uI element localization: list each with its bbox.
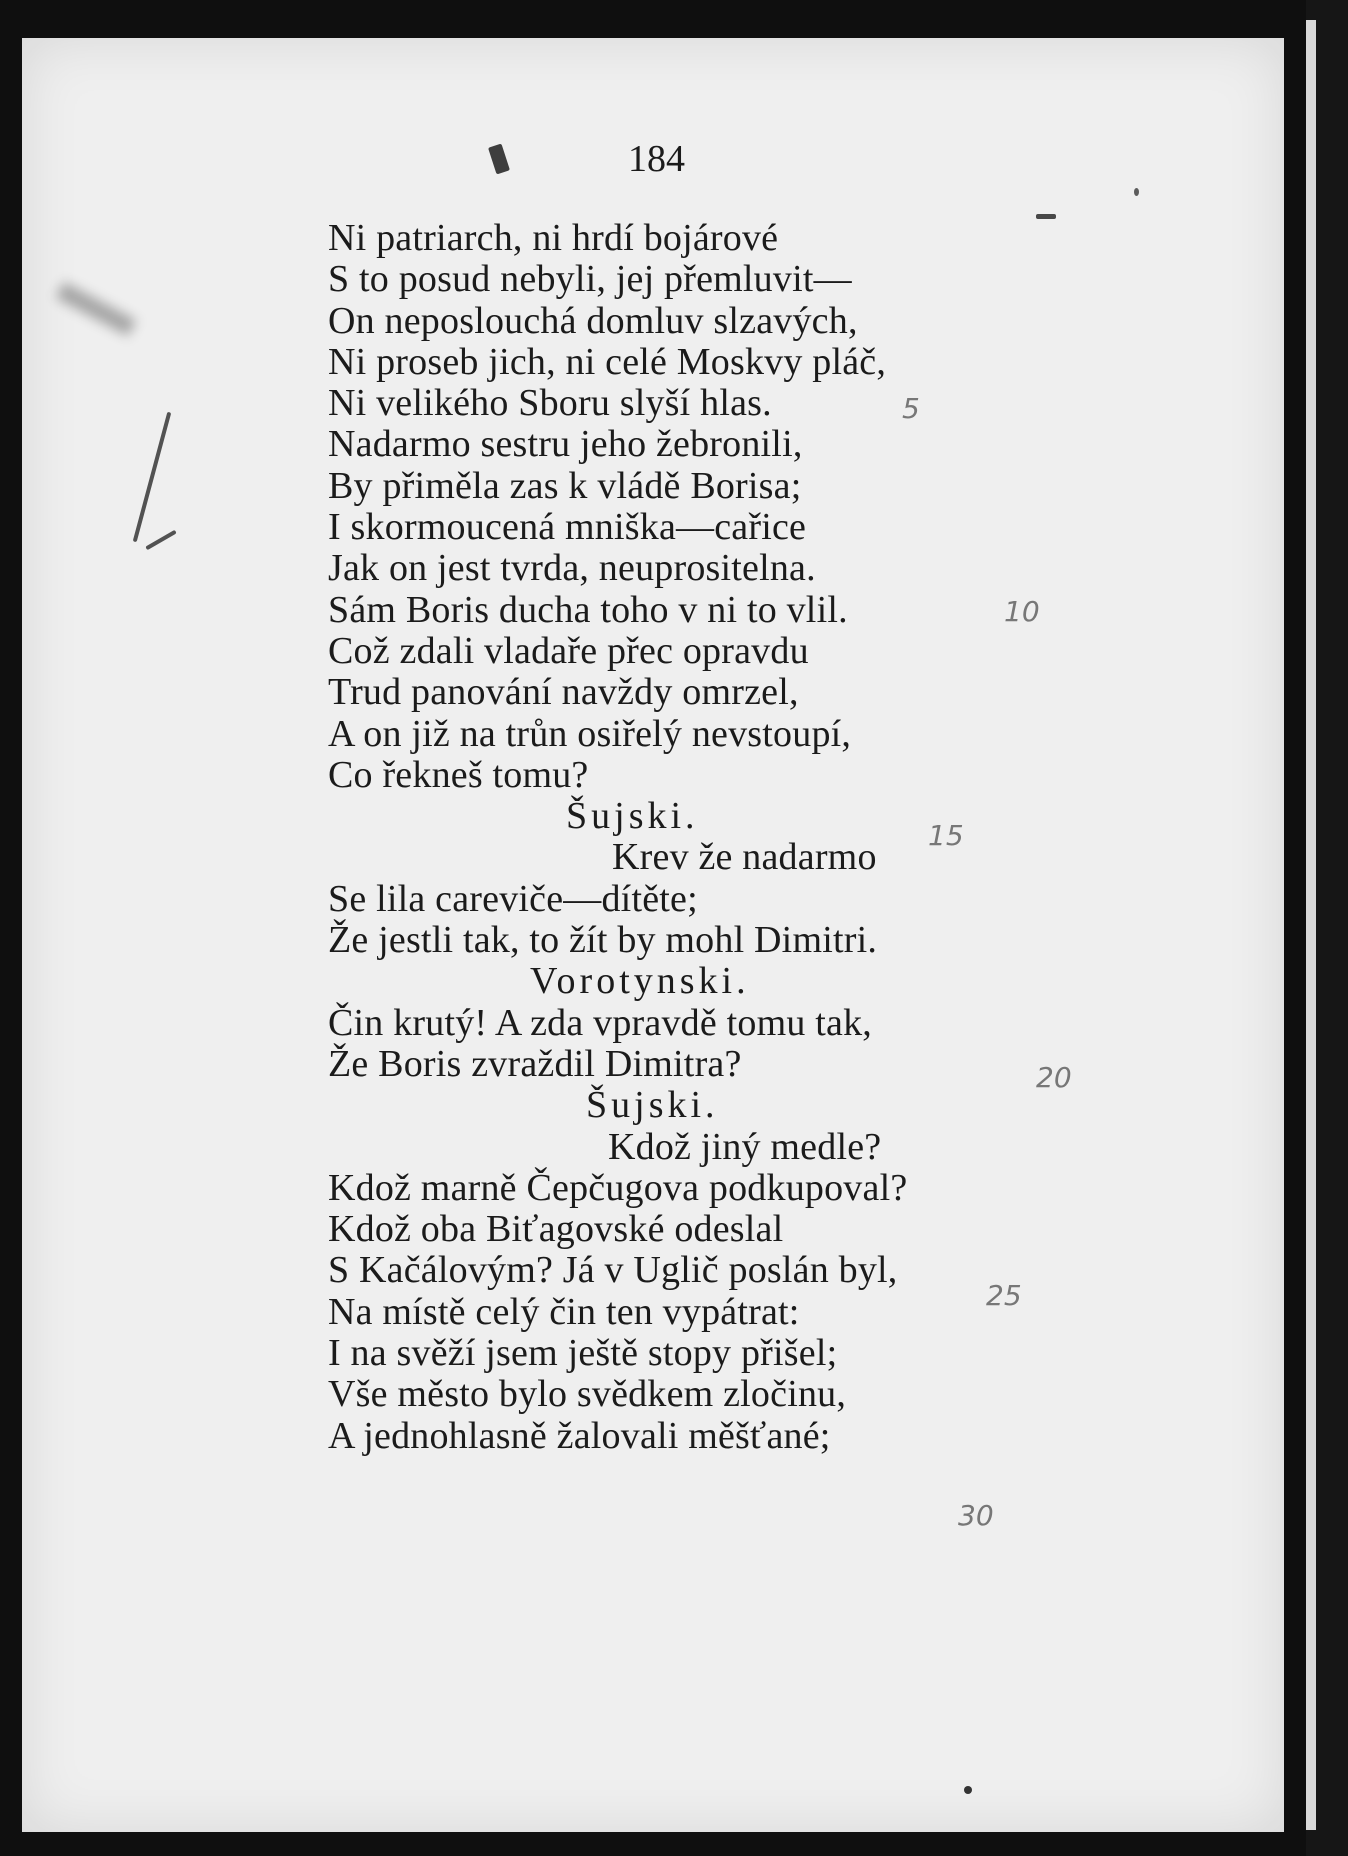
speech-line: S Kačálovým? Já v Uglič poslán byl,	[328, 1249, 898, 1292]
margin-number-10: 10	[1004, 595, 1040, 628]
poem-line: Ni patriarch, ni hrdí bojárové	[328, 217, 779, 259]
speech-line: Na místě celý čin ten vypátrat:	[328, 1290, 800, 1333]
speaker-shujski: Šujski.	[586, 1084, 719, 1127]
speaker-shujski: Šujski.	[566, 795, 699, 838]
page-number: 184	[628, 138, 685, 180]
poem-line: By přiměla zas k vládě Borisa;	[328, 464, 802, 507]
poem-line: I skormoucená mniška—cařice	[328, 506, 807, 549]
poem-line: On neposlouchá domluv slzavých,	[328, 299, 858, 342]
bottom-ink-dot	[964, 1786, 972, 1794]
poem-line: A on již na trůn osiřelý nevstoupí,	[328, 712, 852, 755]
speech-line: Kdož marně Čepčugova podkupoval?	[328, 1166, 908, 1209]
poem-line: Nadarmo sestru jeho žebronili,	[328, 423, 803, 466]
right-margin-dot	[1134, 188, 1139, 196]
margin-number-20: 20	[1036, 1061, 1072, 1094]
speech-line: Že Boris zvraždil Dimitra?	[328, 1042, 742, 1085]
poem-line: Sám Boris ducha toho v ni to vlil.	[328, 588, 848, 631]
speech-line: Vše město bylo svědkem zločinu,	[328, 1373, 847, 1416]
poem-line: Jak on jest tvrda, neuprositelna.	[328, 547, 816, 590]
speech-line: I na svěží jsem ještě stopy přišel;	[328, 1332, 838, 1375]
poem-text	[328, 218, 1108, 1457]
poem-line: Ni proseb jich, ni celé Moskvy pláč,	[328, 340, 887, 383]
margin-number-5: 5	[902, 392, 920, 425]
poem-line: S to posud nebyli, jej přemluvit—	[328, 258, 852, 301]
poem-line: Ni velikého Sboru slyší hlas.	[328, 382, 772, 425]
speaker-vorotynski: Vorotynski.	[530, 960, 750, 1003]
poem-line: Což zdali vladaře přec opravdu	[328, 629, 809, 672]
margin-number-15: 15	[928, 819, 964, 852]
poem-line: Trud panování navždy omrzel,	[328, 671, 799, 714]
poem-line: Co řekneš tomu?	[328, 753, 589, 796]
speech-line: Že jestli tak, to žít by mohl Dimitri.	[328, 919, 878, 962]
margin-number-30: 30	[958, 1499, 994, 1532]
speech-line: Se lila careviče—dítěte;	[328, 877, 698, 920]
speech-line: A jednohlasně žalovali měšťané;	[328, 1414, 831, 1457]
speech-line: Kdož oba Biťagovské odeslal	[328, 1208, 784, 1251]
speech-line: Čin krutý! A zda vpravdě tomu tak,	[328, 1001, 872, 1044]
speech-line: Krev že nadarmo	[612, 836, 877, 879]
margin-number-25: 25	[986, 1279, 1022, 1312]
speech-line: Kdož jiný medle?	[608, 1125, 882, 1168]
right-page-edge-light	[1306, 20, 1316, 1830]
